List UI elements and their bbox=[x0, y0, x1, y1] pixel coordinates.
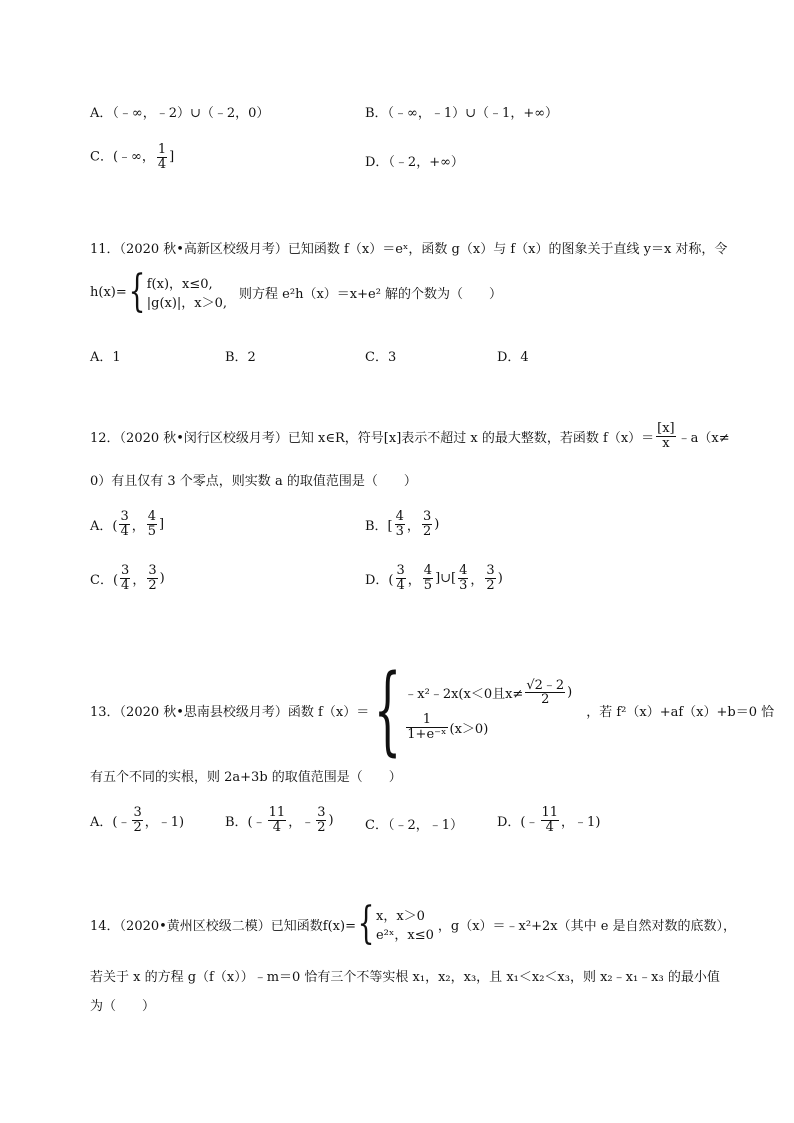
q12-stem-line2: 0）有且仅有 3 个零点，则实数 a 的取值范围是（ ） bbox=[90, 474, 417, 489]
option-suffix: ) bbox=[434, 516, 440, 532]
fraction-numerator: 1 bbox=[406, 713, 447, 728]
q10-option-d[interactable]: D．（﹣2，+∞） bbox=[365, 155, 464, 170]
fraction-denominator: 4 bbox=[272, 819, 282, 835]
fraction-numerator: 3 bbox=[396, 563, 405, 578]
q13-stem-line1 bbox=[90, 654, 775, 766]
fraction bbox=[525, 679, 565, 707]
q14-stem-prefix: 14．（2020•黄州区校级二模）已知函数f(x)= bbox=[90, 918, 356, 934]
fraction-numerator: [x] bbox=[657, 421, 675, 436]
q13-case-1 bbox=[404, 679, 572, 707]
fraction bbox=[458, 564, 468, 592]
q11-stem-line1: 11．（2020 秋•高新区校级月考）已知函数 f（x）＝eˣ，函数 g（x）与 f（x）的图象关于直线 y＝x 对称，令 bbox=[90, 242, 728, 257]
fraction-denominator: 4 bbox=[396, 577, 405, 593]
fraction-denominator: 2 bbox=[422, 523, 432, 539]
fraction bbox=[132, 806, 142, 834]
left-brace-icon: { bbox=[373, 654, 402, 766]
comma: ， bbox=[132, 572, 146, 588]
fraction bbox=[541, 806, 560, 834]
q13-cases bbox=[404, 679, 572, 742]
fraction-numerator: 11 bbox=[268, 805, 286, 820]
option-prefix: A．( bbox=[90, 518, 118, 534]
fraction-denominator: 2 bbox=[486, 577, 495, 593]
q11-option-b[interactable]: B．2 bbox=[225, 350, 256, 365]
q12-stem-line1 bbox=[90, 422, 730, 450]
fraction-numerator: √2﹣2 bbox=[526, 677, 565, 693]
q14-stem-suffix: ，g（x）＝﹣x²+2x（其中 e 是自然对数的底数）， bbox=[437, 918, 737, 934]
q11-stem-line2: 则方程 e²h（x）＝x+e² 解的个数为（ ） bbox=[239, 286, 503, 302]
fraction bbox=[422, 510, 432, 538]
case-text: ﹣x²﹣2x(x＜0且x≠ bbox=[404, 687, 524, 703]
q11-case-1: f(x)，x≤0, bbox=[146, 277, 213, 292]
fraction-denominator: 2 bbox=[148, 577, 157, 593]
q13-option-c[interactable]: C．（﹣2，﹣1） bbox=[365, 818, 463, 833]
fraction bbox=[120, 564, 130, 592]
q10-option-c-post: ] bbox=[169, 149, 175, 165]
fraction bbox=[485, 564, 495, 592]
fraction-numerator: 3 bbox=[317, 805, 326, 820]
fraction-numerator: 3 bbox=[133, 805, 142, 820]
fraction-denominator: 5 bbox=[423, 577, 433, 593]
q13-stem-prefix: 13．（2020 秋•思南县校级月考）函数 f（x）＝ bbox=[90, 704, 370, 720]
q10-option-a[interactable]: A．（﹣∞，﹣2）∪（﹣2，0） bbox=[90, 106, 270, 121]
fraction bbox=[406, 713, 447, 741]
case-text: ) bbox=[567, 685, 573, 701]
fraction-numerator: 3 bbox=[148, 563, 157, 578]
q13-stem-suffix: ，若 f²（x）+af（x）+b＝0 恰 bbox=[586, 704, 775, 720]
fraction bbox=[119, 510, 129, 538]
left-brace-icon: { bbox=[357, 898, 375, 949]
comma: ， bbox=[407, 572, 421, 588]
comma: ， bbox=[406, 518, 420, 534]
q12-stem-line1b: ﹣a（x≠ bbox=[677, 430, 730, 446]
option-separator: ，﹣ bbox=[288, 814, 315, 830]
fraction-denominator: 4 bbox=[545, 819, 554, 835]
union-symbol: ]∪[ bbox=[435, 570, 457, 586]
q14-stem-line1 bbox=[90, 898, 737, 949]
option-prefix: B．[ bbox=[365, 518, 393, 534]
q12-option-a[interactable] bbox=[90, 510, 164, 538]
q11-option-a[interactable]: A．1 bbox=[90, 350, 121, 365]
fraction-numerator: 11 bbox=[541, 805, 559, 820]
option-suffix: ，﹣1) bbox=[144, 814, 185, 830]
fraction-denominator: x bbox=[662, 435, 670, 451]
q12-stem-line1a: 12．（2020 秋•闵行区校级月考）已知 x∈R，符号[x]表示不超过 x 的最大整数，若函数 f（x）＝ bbox=[90, 430, 655, 446]
fraction bbox=[423, 564, 433, 592]
left-brace-icon: { bbox=[128, 266, 146, 317]
fraction bbox=[147, 510, 157, 538]
q14-case-2: e²ˣ，x≤0 bbox=[375, 928, 434, 943]
q14-stem-line3: 为（ ） bbox=[90, 999, 156, 1014]
fraction-numerator: 1 bbox=[157, 142, 167, 157]
q11-option-d[interactable]: D．4 bbox=[497, 350, 529, 365]
q10-option-c-fraction bbox=[157, 143, 167, 171]
q11-cases bbox=[147, 273, 227, 311]
option-prefix: D．(﹣ bbox=[497, 814, 539, 830]
fraction-numerator: 4 bbox=[423, 563, 433, 578]
q11-case-2: |g(x)|，x＞0, bbox=[146, 296, 228, 311]
fraction-denominator: 3 bbox=[395, 523, 404, 539]
q13-option-b[interactable] bbox=[225, 806, 334, 834]
q14-case-1: x，x＞0 bbox=[375, 909, 425, 924]
q10-option-b[interactable]: B．（﹣∞，﹣1）∪（﹣1，+∞） bbox=[365, 106, 559, 121]
option-suffix: ) bbox=[159, 570, 165, 586]
fraction-denominator: 4 bbox=[157, 156, 167, 172]
fraction-numerator: 3 bbox=[121, 563, 130, 578]
q12-fraction bbox=[656, 422, 675, 450]
fraction bbox=[395, 510, 405, 538]
q13-option-d[interactable] bbox=[497, 806, 600, 834]
fraction bbox=[316, 806, 326, 834]
fraction-denominator: 2 bbox=[317, 819, 326, 835]
q11-option-c[interactable]: C．3 bbox=[365, 350, 397, 365]
q12-option-d[interactable] bbox=[365, 564, 503, 592]
option-suffix: ，﹣1) bbox=[561, 814, 601, 830]
q14-cases bbox=[376, 905, 434, 943]
option-suffix: ) bbox=[497, 570, 503, 586]
fraction-denominator: 2 bbox=[541, 692, 550, 708]
q11-h-label: h(x)= bbox=[90, 284, 127, 300]
fraction-numerator: 3 bbox=[486, 563, 495, 578]
comma: ， bbox=[470, 572, 484, 588]
q13-option-a[interactable] bbox=[90, 806, 184, 834]
q10-option-c[interactable] bbox=[90, 143, 174, 171]
case-text: (x＞0) bbox=[449, 721, 489, 737]
fraction-denominator: 4 bbox=[121, 577, 130, 593]
fraction-denominator: 1+e⁻ˣ bbox=[407, 726, 447, 742]
fraction-numerator: 4 bbox=[395, 509, 404, 524]
q13-stem-line2: 有五个不同的实根，则 2a+3b 的取值范围是（ ） bbox=[90, 770, 402, 785]
q13-case-2 bbox=[404, 713, 572, 741]
fraction-numerator: 4 bbox=[459, 563, 468, 578]
option-suffix: ] bbox=[159, 516, 165, 532]
fraction-denominator: 4 bbox=[120, 523, 129, 539]
fraction-denominator: 3 bbox=[459, 577, 468, 593]
q11-piecewise-h bbox=[90, 266, 503, 317]
fraction bbox=[147, 564, 157, 592]
comma: ， bbox=[131, 518, 145, 534]
fraction bbox=[396, 564, 406, 592]
fraction bbox=[268, 806, 287, 834]
option-suffix: ) bbox=[328, 812, 334, 828]
fraction-numerator: 3 bbox=[422, 509, 432, 524]
fraction-denominator: 2 bbox=[133, 819, 142, 835]
fraction-denominator: 5 bbox=[147, 523, 157, 539]
option-prefix: C．( bbox=[90, 572, 119, 588]
option-prefix: B．(﹣ bbox=[225, 814, 266, 830]
fraction-numerator: 4 bbox=[147, 509, 157, 524]
q14-stem-line2: 若关于 x 的方程 g（f（x））﹣m＝0 恰有三个不等实根 x₁，x₂，x₃，且 x₁＜x₂＜x₃，则 x₂﹣x₁﹣x₃ 的最小值 bbox=[90, 970, 720, 985]
fraction-numerator: 3 bbox=[120, 509, 129, 524]
q12-option-c[interactable] bbox=[90, 564, 165, 592]
option-prefix: A．(﹣ bbox=[90, 814, 131, 830]
option-prefix: D．( bbox=[365, 572, 394, 588]
q10-option-c-pre: C．(﹣∞， bbox=[90, 149, 155, 165]
q12-option-b[interactable] bbox=[365, 510, 439, 538]
